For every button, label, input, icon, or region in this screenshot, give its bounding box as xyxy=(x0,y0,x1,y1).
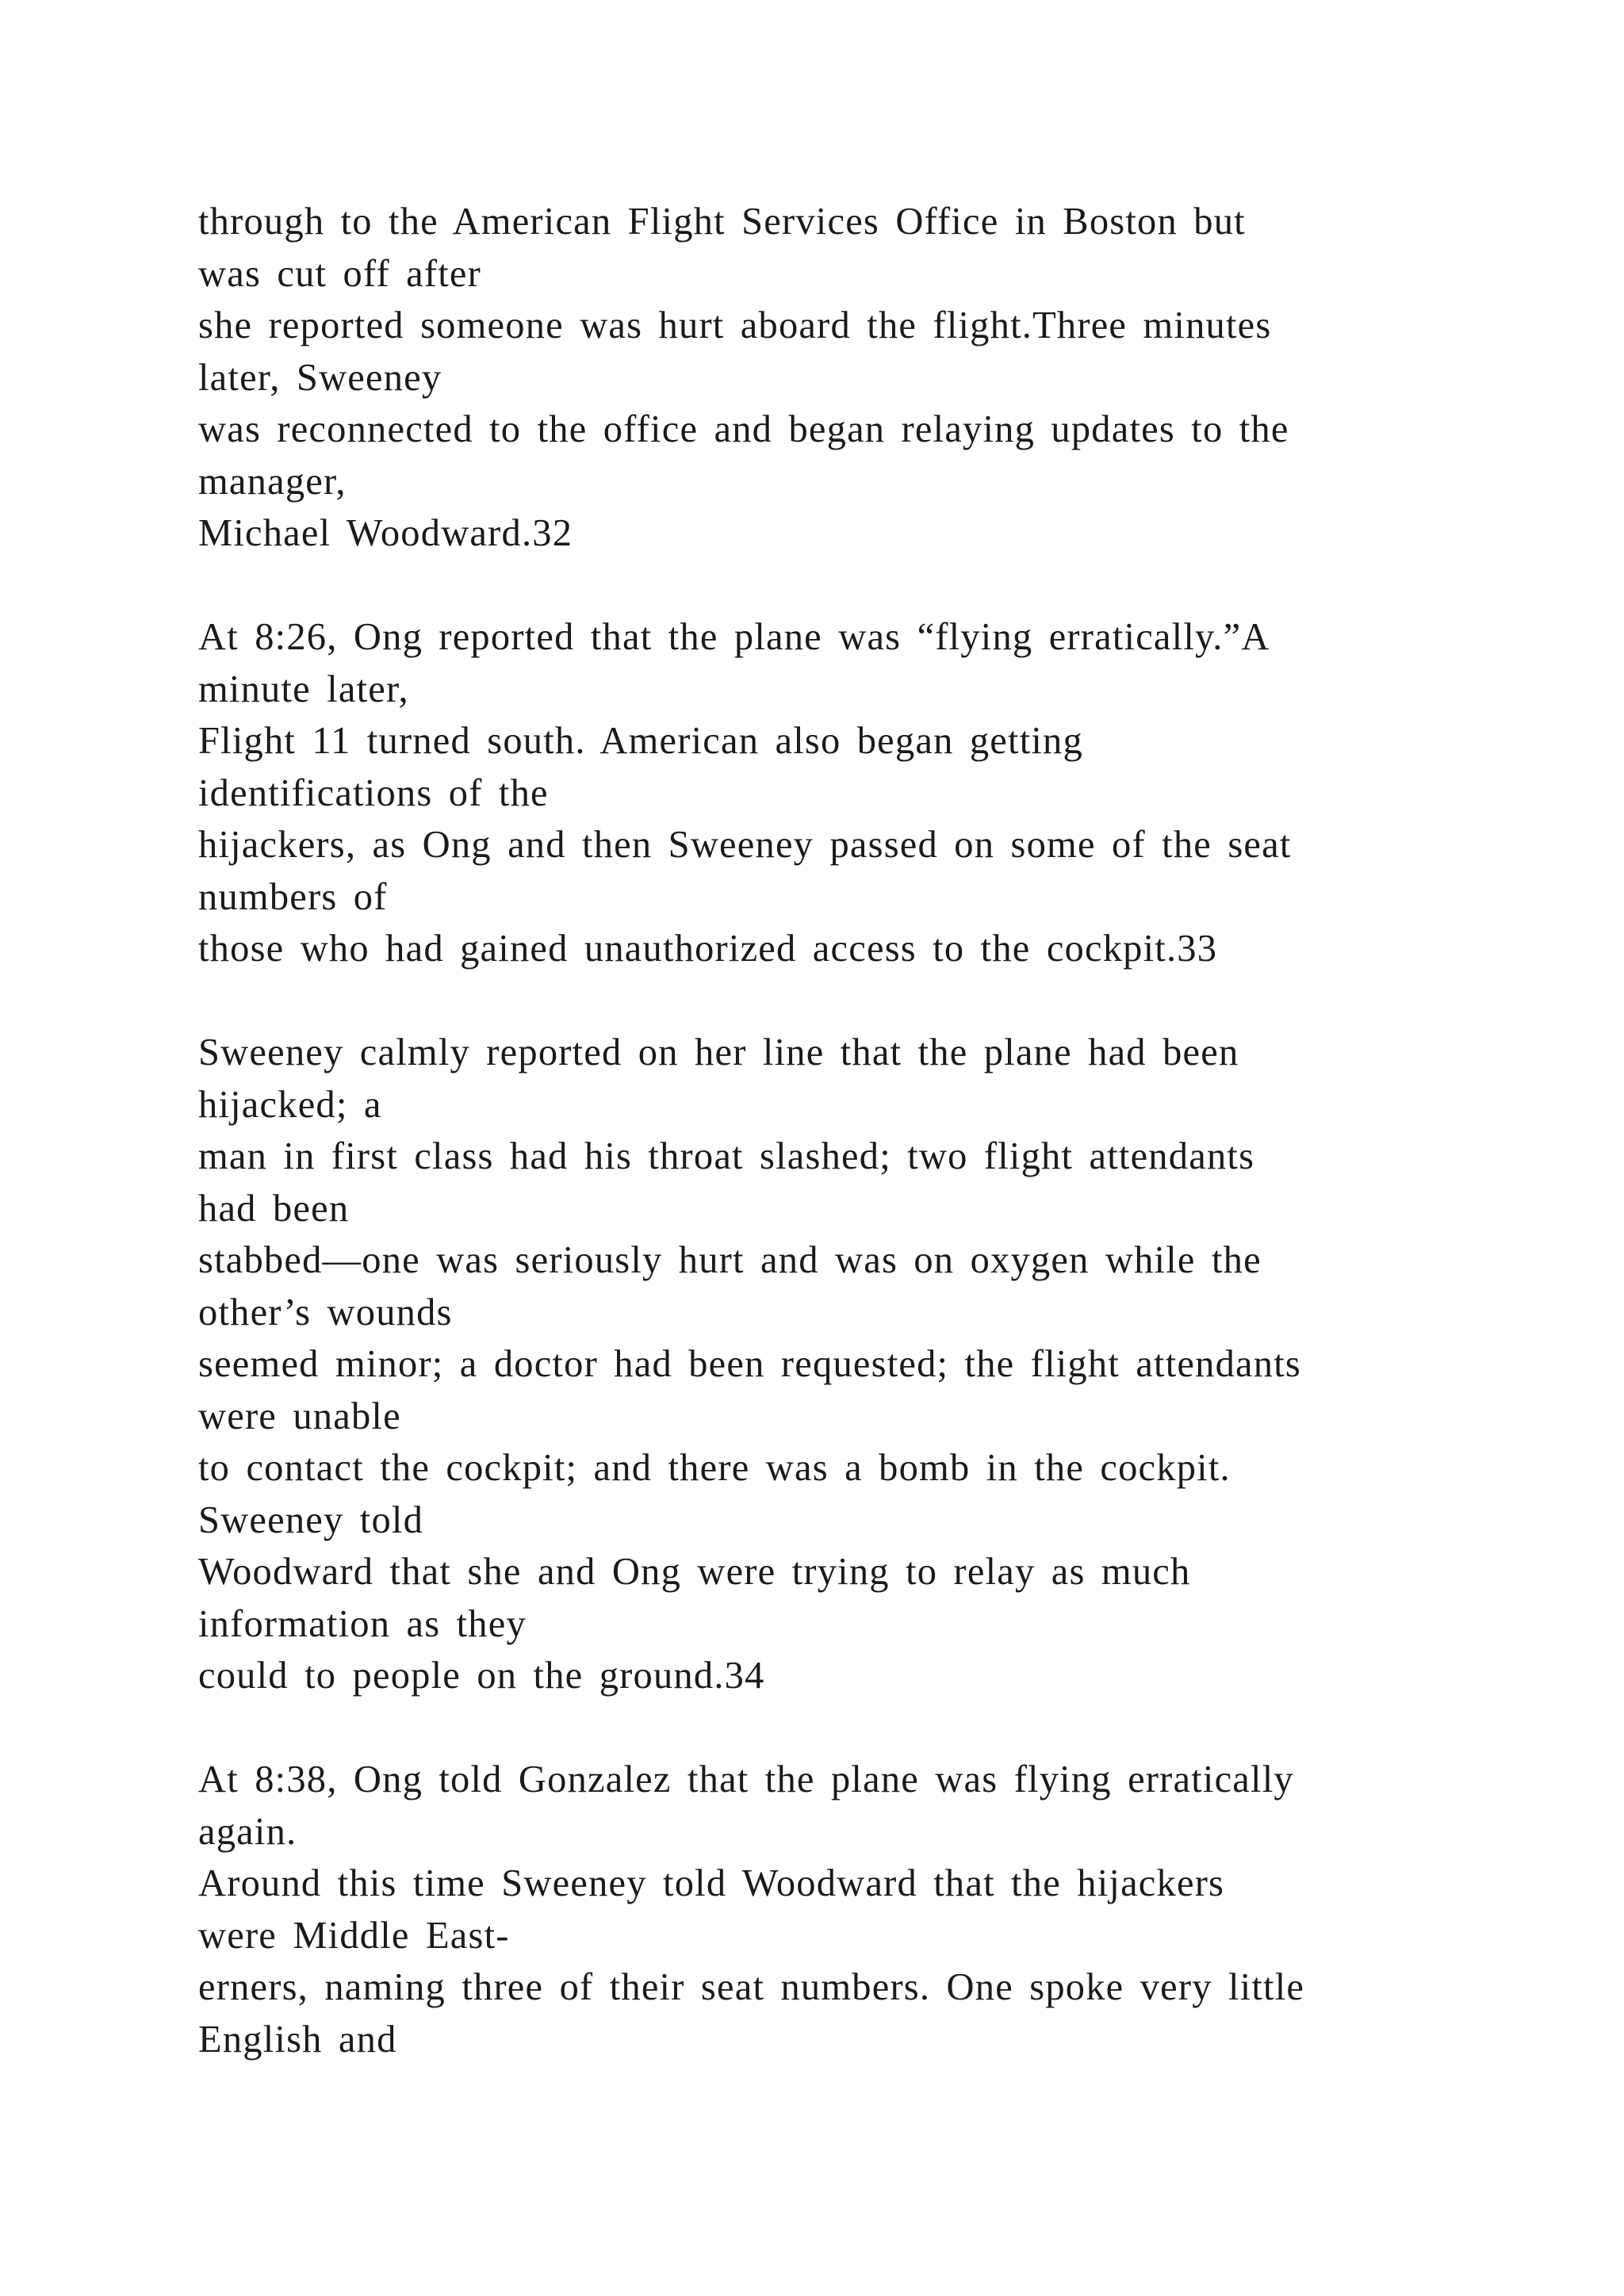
text-line: had been xyxy=(198,1187,350,1230)
paragraph xyxy=(198,611,1499,975)
text-line: manager, xyxy=(198,460,347,503)
paragraph-gap xyxy=(198,560,1499,612)
text-line: minute later, xyxy=(198,668,409,710)
document-body xyxy=(198,196,1499,2065)
paragraph-gap xyxy=(198,1702,1499,1755)
text-line: Woodward that she and Ong were trying to relay as much xyxy=(198,1551,1191,1593)
paragraph xyxy=(198,1754,1499,2065)
text-line: was reconnected to the office and began relaying updates to the xyxy=(198,408,1289,450)
text-line: English and xyxy=(198,2018,397,2061)
text-line: other’s wounds xyxy=(198,1291,453,1334)
text-line: Flight 11 turned south. American also began getting xyxy=(198,720,1083,762)
text-line: At 8:38, Ong told Gonzalez that the plane was flying erratically xyxy=(198,1758,1294,1800)
text-line: was cut off after xyxy=(198,252,481,295)
text-line: seemed minor; a doctor had been requested; the flight attendants xyxy=(198,1343,1301,1385)
text-line: later, Sweeney xyxy=(198,356,442,399)
text-line: were Middle East- xyxy=(198,1914,510,1957)
text-line: information as they xyxy=(198,1602,527,1645)
text-line: those who had gained unauthorized access to the cockpit.33 xyxy=(198,928,1218,970)
text-line: man in first class had his throat slashed; two flight attendants xyxy=(198,1135,1255,1177)
text-line: Michael Woodward.32 xyxy=(198,512,573,554)
text-line: stabbed—one was seriously hurt and was on oxygen while the xyxy=(198,1239,1262,1281)
text-line: were unable xyxy=(198,1395,401,1437)
text-line: erners, naming three of their seat numbers. One spoke very little xyxy=(198,1966,1305,2008)
text-line: to contact the cockpit; and there was a bomb in the cockpit. xyxy=(198,1447,1231,1489)
text-line: Sweeney calmly reported on her line that the plane had been xyxy=(198,1031,1239,1073)
text-line: identifications of the xyxy=(198,771,549,814)
text-line: through to the American Flight Services Office in Boston but xyxy=(198,201,1246,243)
text-line: Sweeney told xyxy=(198,1498,424,1541)
paragraph-gap xyxy=(198,975,1499,1027)
text-line: could to people on the ground.34 xyxy=(198,1655,765,1697)
paragraph xyxy=(198,196,1499,560)
text-line: hijacked; a xyxy=(198,1083,382,1126)
text-line: numbers of xyxy=(198,875,388,918)
text-line: again. xyxy=(198,1810,297,1853)
text-line: Around this time Sweeney told Woodward that the hijackers xyxy=(198,1862,1225,1904)
text-line: hijackers, as Ong and then Sweeney passed on some of the seat xyxy=(198,824,1292,866)
text-line: she reported someone was hurt aboard the flight.Three minutes xyxy=(198,304,1272,346)
paragraph xyxy=(198,1027,1499,1702)
text-line: At 8:26, Ong reported that the plane was “flying erratically.”A xyxy=(198,616,1270,658)
